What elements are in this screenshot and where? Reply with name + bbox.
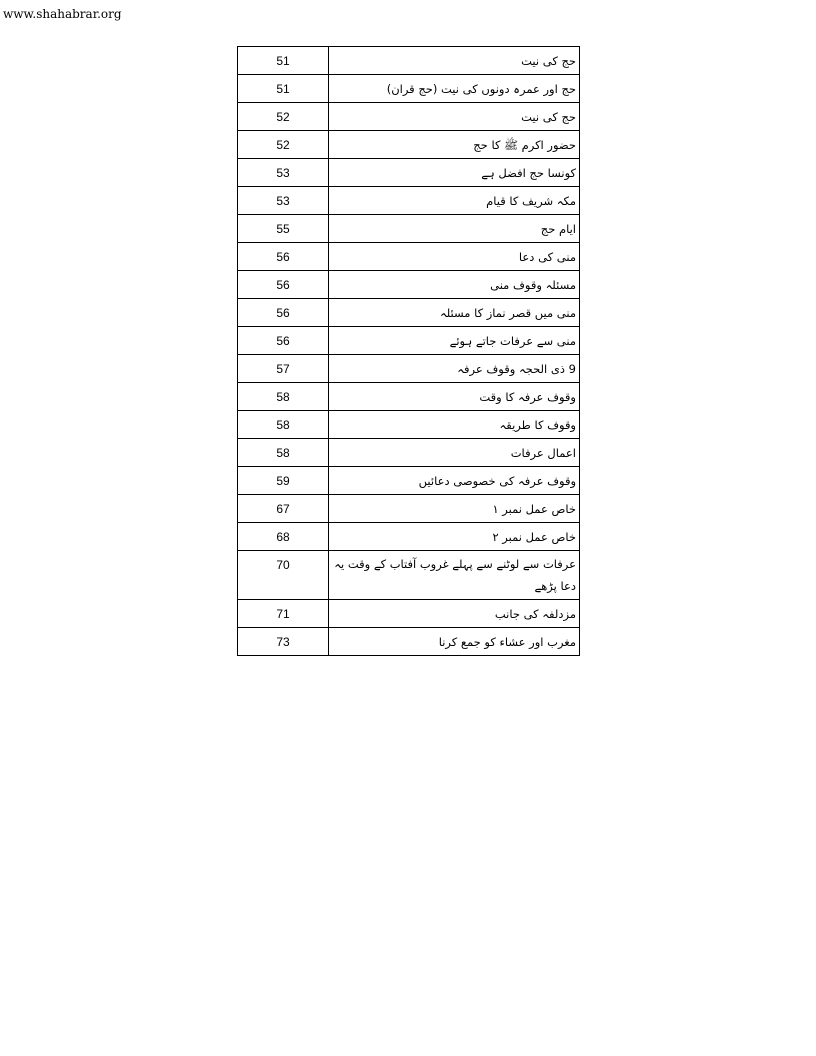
section-title: کونسا حج افضل ہے bbox=[329, 159, 580, 187]
page-number: 52 bbox=[238, 131, 329, 159]
table-row bbox=[238, 523, 580, 551]
table-row bbox=[238, 439, 580, 467]
section-title: حضور اکرم ﷺ کا حج bbox=[329, 131, 580, 159]
table-row bbox=[238, 103, 580, 131]
page-number: 56 bbox=[238, 327, 329, 355]
table-row bbox=[238, 383, 580, 411]
table-row bbox=[238, 299, 580, 327]
page-number: 58 bbox=[238, 383, 329, 411]
table-row bbox=[238, 47, 580, 75]
table-row bbox=[238, 243, 580, 271]
section-title: خاص عمل نمبر ۱ bbox=[329, 495, 580, 523]
table-row bbox=[238, 131, 580, 159]
page-number: 51 bbox=[238, 47, 329, 75]
page-number: 53 bbox=[238, 159, 329, 187]
page-number: 52 bbox=[238, 103, 329, 131]
section-title: منی سے عرفات جاتے ہوئے bbox=[329, 327, 580, 355]
table-row bbox=[238, 159, 580, 187]
page-number: 71 bbox=[238, 600, 329, 628]
section-title: حج کی نیت bbox=[329, 103, 580, 131]
page-number: 56 bbox=[238, 299, 329, 327]
page-number: 53 bbox=[238, 187, 329, 215]
section-title: وقوف عرفہ کا وقت bbox=[329, 383, 580, 411]
page-number: 73 bbox=[238, 628, 329, 656]
site-url: www.shahabrar.org bbox=[3, 7, 122, 21]
section-title: مزدلفہ کی جانب bbox=[329, 600, 580, 628]
section-title: منی کی دعا bbox=[329, 243, 580, 271]
table-row bbox=[238, 75, 580, 103]
page-number: 51 bbox=[238, 75, 329, 103]
table-of-contents bbox=[237, 46, 580, 656]
page-number: 55 bbox=[238, 215, 329, 243]
table-row bbox=[238, 628, 580, 656]
section-title: عرفات سے لوٹنے سے پہلے غروب آفتاب کے وقت یہ دعا پڑھے bbox=[329, 551, 580, 600]
page-number: 56 bbox=[238, 271, 329, 299]
table-row bbox=[238, 215, 580, 243]
page-number: 68 bbox=[238, 523, 329, 551]
page-number: 57 bbox=[238, 355, 329, 383]
table-row bbox=[238, 600, 580, 628]
page-number: 58 bbox=[238, 411, 329, 439]
section-title: منی میں قصر نماز کا مسئلہ bbox=[329, 299, 580, 327]
table-row bbox=[238, 467, 580, 495]
section-title: خاص عمل نمبر ۲ bbox=[329, 523, 580, 551]
page-number: 56 bbox=[238, 243, 329, 271]
section-title: حج اور عمرہ دونوں کی نیت (حج قران) bbox=[329, 75, 580, 103]
section-title: وقوف عرفہ کی خصوصی دعائیں bbox=[329, 467, 580, 495]
section-title: ایام حج bbox=[329, 215, 580, 243]
page-number: 67 bbox=[238, 495, 329, 523]
table-row bbox=[238, 495, 580, 523]
table-row bbox=[238, 271, 580, 299]
page-number: 59 bbox=[238, 467, 329, 495]
table-row bbox=[238, 411, 580, 439]
section-title: مغرب اور عشاء کو جمع کرنا bbox=[329, 628, 580, 656]
table-row bbox=[238, 355, 580, 383]
section-title: اعمال عرفات bbox=[329, 439, 580, 467]
section-title: مکہ شریف کا قیام bbox=[329, 187, 580, 215]
table-row bbox=[238, 551, 580, 600]
toc-body bbox=[238, 47, 580, 656]
table-row bbox=[238, 327, 580, 355]
page-number: 70 bbox=[238, 551, 329, 600]
section-title: مسئلہ وقوف منی bbox=[329, 271, 580, 299]
section-title: 9 ذی الحجہ وقوف عرفہ bbox=[329, 355, 580, 383]
section-title: حج کی نیت bbox=[329, 47, 580, 75]
section-title: وقوف کا طریقہ bbox=[329, 411, 580, 439]
table-row bbox=[238, 187, 580, 215]
page-number: 58 bbox=[238, 439, 329, 467]
